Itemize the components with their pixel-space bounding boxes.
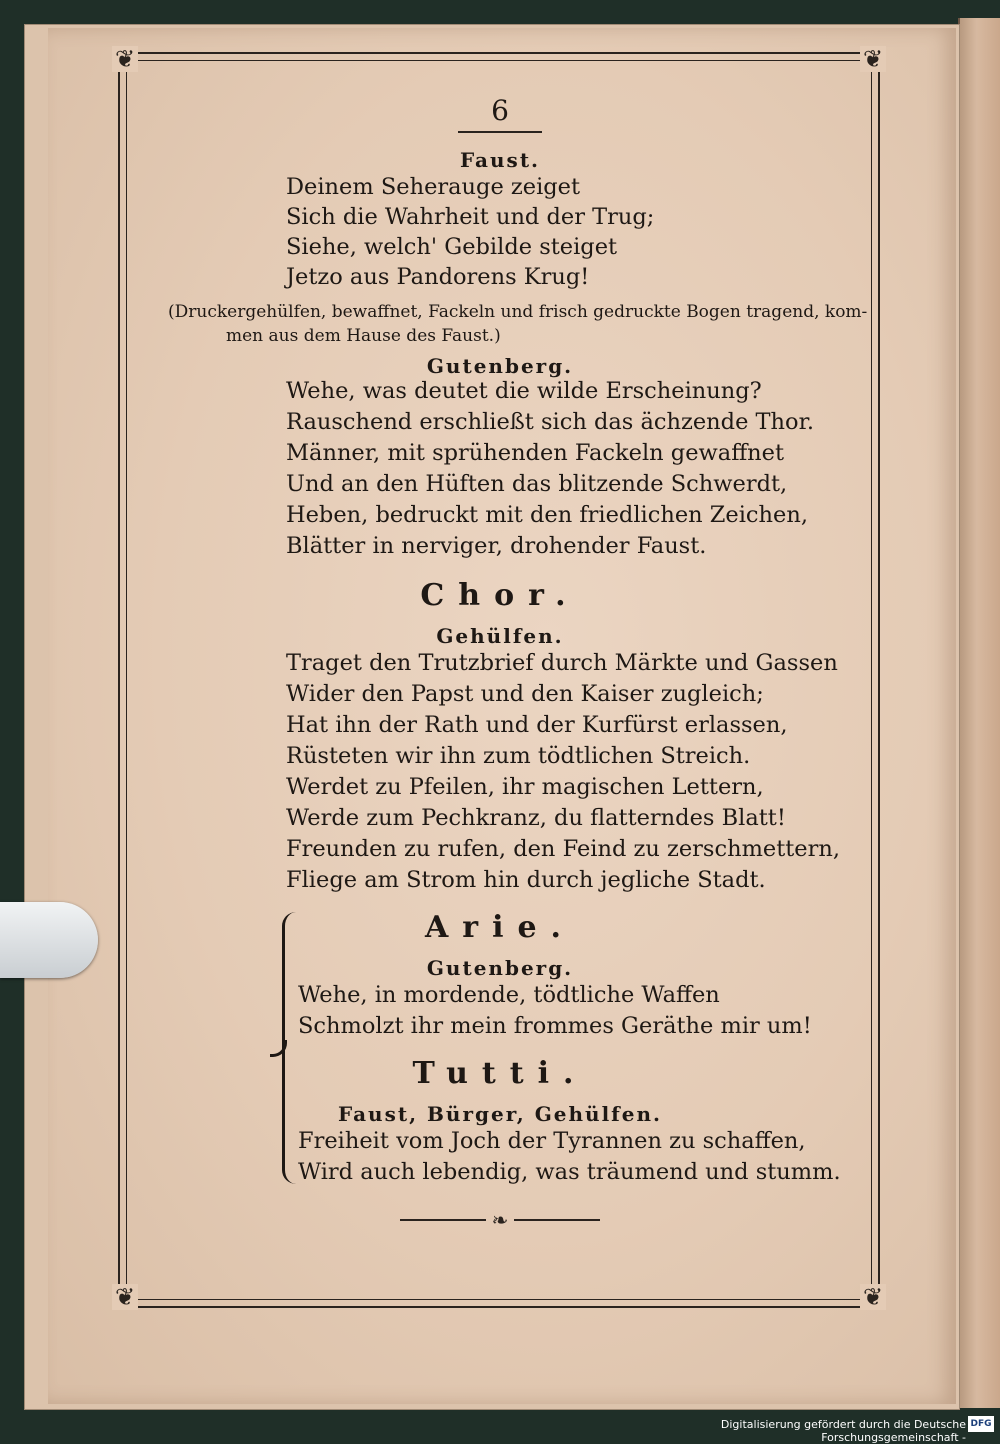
page-number-rule (458, 131, 542, 133)
fleuron-icon: ❧ (491, 1208, 509, 1232)
verse-line: Wird auch lebendig, was träumend und stumm. (298, 1159, 841, 1185)
corner-ornament-icon: ❦ (860, 46, 886, 72)
verse-line: Werde zum Pechkranz, du flatterndes Blatt! (286, 805, 786, 831)
speaker-gutenberg: Gutenberg. (426, 956, 574, 980)
speaker-faust: Faust. (459, 148, 541, 172)
verse-line: Jetzo aus Pandorens Krug! (286, 264, 590, 290)
verse-line: Wider den Papst und den Kaiser zugleich; (286, 681, 764, 707)
verse-line: Sich die Wahrheit und der Trug; (286, 204, 655, 230)
speaker-all: Faust, Bürger, Gehülfen. (337, 1102, 663, 1126)
verse-line: Schmolzt ihr mein frommes Geräthe mir um! (298, 1013, 812, 1039)
speaker-gutenberg: Gutenberg. (426, 354, 574, 378)
dfg-logo: DFG (968, 1416, 994, 1432)
stage-direction: (Druckergehülfen, bewaffnet, Fackeln und frisch gedruckte Bogen tragend, kom- (168, 302, 868, 322)
verse-line: Männer, mit sprühenden Fackeln gewaffnet (286, 440, 785, 466)
verse-line: Rüsteten wir ihn zum tödtlichen Streich. (286, 743, 751, 769)
verse-line: Freiheit vom Joch der Tyrannen zu schaffen, (298, 1128, 806, 1154)
digitization-credit: Digitalisierung gefördert durch die Deutsche Forschungsgemeinschaft - (720, 1418, 966, 1444)
heading-chor: Chor. (420, 578, 580, 613)
heading-arie: Arie. (424, 910, 575, 945)
verse-line: Rauschend erschließt sich das ächzende Thor. (286, 409, 815, 435)
verse-line: Und an den Hüften das blitzende Schwerdt, (286, 471, 788, 497)
verse-line: Wehe, was deutet die wilde Erscheinung? (286, 378, 762, 404)
verse-line: Siehe, welch' Gebilde steiget (286, 234, 618, 260)
end-ornament (400, 1210, 600, 1230)
verse-line: Freunden zu rufen, den Feind zu zerschmettern, (286, 836, 841, 862)
verse-line: Hat ihn der Rath und der Kurfürst erlassen, (286, 712, 788, 738)
corner-ornament-icon: ❦ (112, 46, 138, 72)
verse-line: Werdet zu Pfeilen, ihr magischen Lettern, (286, 774, 764, 800)
next-page-edge (958, 18, 1000, 1408)
corner-ornament-icon: ❦ (860, 1284, 886, 1310)
page-number: 6 (491, 94, 509, 127)
corner-ornament-icon: ❦ (112, 1284, 138, 1310)
verse-line: Fliege am Strom hin durch jegliche Stadt. (286, 867, 766, 893)
verse-line: Traget den Trutzbrief durch Märkte und Gassen (286, 650, 838, 676)
verse-line: Deinem Seherauge zeiget (286, 174, 581, 200)
heading-tutti: Tutti. (412, 1056, 588, 1091)
verse-line: Heben, bedruckt mit den friedlichen Zeichen, (286, 502, 808, 528)
verse-line: Wehe, in mordende, tödtliche Waffen (298, 982, 720, 1008)
speaker-gehuelfen: Gehülfen. (436, 624, 564, 648)
verse-line: Blätter in nerviger, drohender Faust. (286, 533, 707, 559)
stage-direction: men aus dem Hause des Faust.) (226, 326, 501, 346)
